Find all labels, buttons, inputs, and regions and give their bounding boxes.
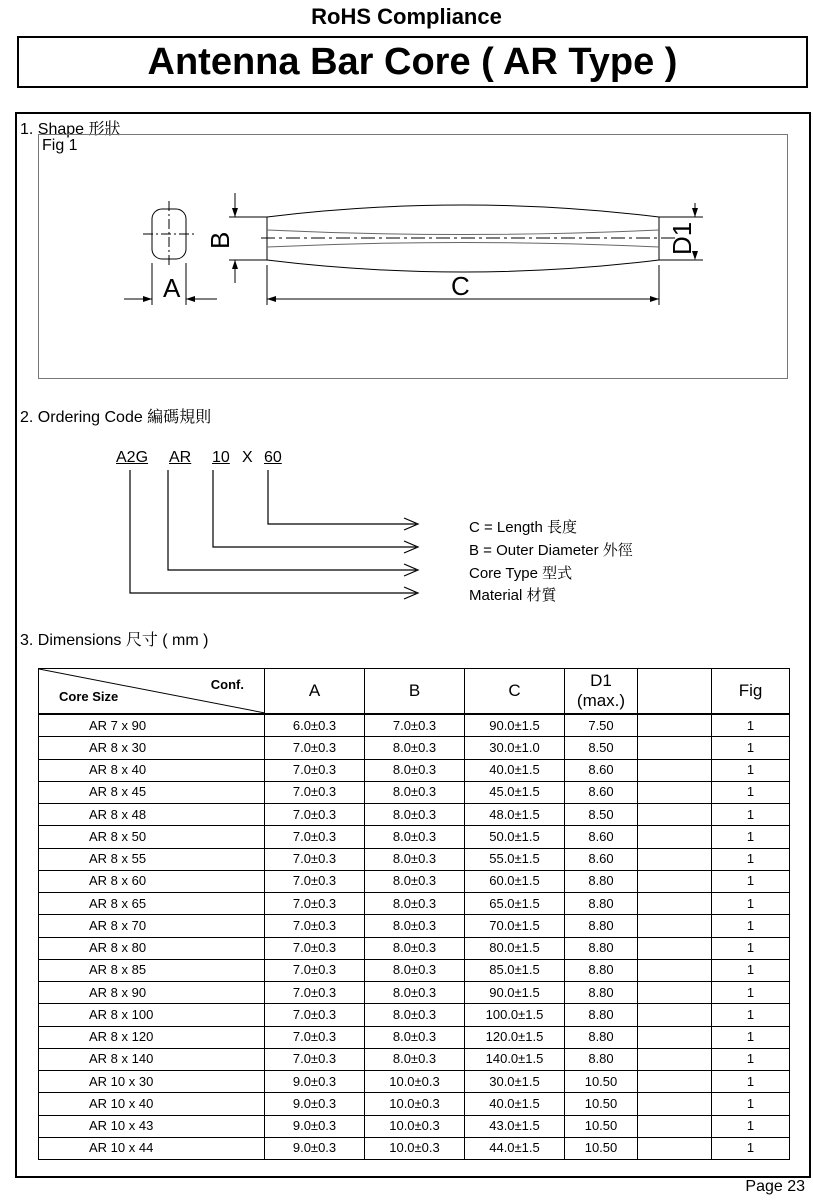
cell-fig: 1 [712,1115,790,1137]
cell-blank [638,848,712,870]
table-row [39,714,790,737]
legend-core-type: Core Type 型式 [469,565,573,582]
table-header-row [39,669,790,715]
table-body [39,714,790,1160]
table-row [39,1048,790,1070]
cell-dim-a: 7.0±0.3 [265,759,365,781]
cell-dim-b: 8.0±0.3 [365,759,465,781]
cell-fig: 1 [712,737,790,759]
cell-blank [638,804,712,826]
cell-fig: 1 [712,870,790,892]
cell-dim-b: 8.0±0.3 [365,870,465,892]
cell-dim-c: 70.0±1.5 [465,915,565,937]
page-title: Antenna Bar Core ( AR Type ) [17,36,808,88]
cell-core-size: AR 10 x 30 [39,1071,265,1093]
cell-dim-d1: 8.60 [565,848,638,870]
cell-dim-a: 7.0±0.3 [265,1048,365,1070]
cell-dim-a: 7.0±0.3 [265,781,365,803]
cell-dim-b: 8.0±0.3 [365,737,465,759]
table-row [39,804,790,826]
cell-dim-d1: 7.50 [565,714,638,737]
header-c: C [465,669,565,715]
dim-d1-label: D1 [667,221,697,255]
cell-dim-d1: 8.80 [565,959,638,981]
arrow-material [130,470,416,593]
legend-length: C = Length 長度 [469,519,577,536]
header-d1 [565,669,638,715]
table-row [39,1093,790,1115]
legend-material: Material 材質 [469,587,557,604]
code-length: 60 [264,449,282,466]
cell-core-size: AR 7 x 90 [39,714,265,737]
cell-fig: 1 [712,1071,790,1093]
section-dimensions-heading: 3. Dimensions 尺寸 ( mm ) [20,632,209,649]
cell-dim-d1: 10.50 [565,1115,638,1137]
section-shape-heading: 1. Shape 形狀 [20,121,121,138]
table-row [39,1004,790,1026]
table-row [39,848,790,870]
cell-core-size: AR 8 x 120 [39,1026,265,1048]
cell-dim-b: 8.0±0.3 [365,937,465,959]
cell-dim-b: 8.0±0.3 [365,848,465,870]
cell-dim-c: 60.0±1.5 [465,870,565,892]
cell-fig: 1 [712,893,790,915]
arrow-core-type [168,470,416,570]
cell-fig: 1 [712,781,790,803]
cell-fig: 1 [712,1048,790,1070]
cell-dim-c: 55.0±1.5 [465,848,565,870]
cell-dim-d1: 8.80 [565,1026,638,1048]
cell-blank [638,1048,712,1070]
dimensions-table [38,668,790,1160]
legend-outer-diameter: B = Outer Diameter 外徑 [469,542,633,559]
code-core-type: AR [169,449,192,466]
cell-dim-c: 100.0±1.5 [465,1004,565,1026]
cell-dim-d1: 8.80 [565,915,638,937]
dim-b-label: B [205,231,235,249]
page-number: Page 23 [745,1178,805,1195]
cell-core-size: AR 8 x 100 [39,1004,265,1026]
cell-dim-d1: 8.50 [565,737,638,759]
cell-fig: 1 [712,804,790,826]
cell-dim-b: 10.0±0.3 [365,1115,465,1137]
cell-dim-d1: 8.60 [565,826,638,848]
cell-blank [638,915,712,937]
corner-conf-label: Conf. [210,677,244,692]
cell-core-size: AR 8 x 40 [39,759,265,781]
cell-dim-a: 7.0±0.3 [265,826,365,848]
cell-core-size: AR 8 x 30 [39,737,265,759]
cell-dim-c: 30.0±1.5 [465,1071,565,1093]
cell-core-size: AR 8 x 90 [39,982,265,1004]
cell-fig: 1 [712,714,790,737]
header-d1-line2: (max.) [576,691,626,710]
cell-dim-a: 7.0±0.3 [265,937,365,959]
cell-dim-c: 90.0±1.5 [465,982,565,1004]
cell-core-size: AR 10 x 43 [39,1115,265,1137]
header-blank [638,669,712,715]
cell-dim-d1: 8.80 [565,1004,638,1026]
cell-dim-a: 9.0±0.3 [265,1115,365,1137]
cell-dim-b: 10.0±0.3 [365,1071,465,1093]
cell-core-size: AR 8 x 55 [39,848,265,870]
cell-fig: 1 [712,982,790,1004]
cell-blank [638,893,712,915]
section-ordering-heading: 2. Ordering Code 編碼規則 [20,409,212,426]
cell-dim-a: 9.0±0.3 [265,1093,365,1115]
table-row [39,959,790,981]
cell-dim-d1: 8.80 [565,1048,638,1070]
cell-blank [638,737,712,759]
cell-dim-a: 7.0±0.3 [265,848,365,870]
cell-blank [638,781,712,803]
cell-fig: 1 [712,759,790,781]
cell-dim-c: 80.0±1.5 [465,937,565,959]
arrow-diameter [213,470,416,547]
table-row [39,737,790,759]
cell-dim-a: 7.0±0.3 [265,915,365,937]
cell-dim-b: 10.0±0.3 [365,1093,465,1115]
cell-dim-a: 7.0±0.3 [265,893,365,915]
cell-dim-b: 10.0±0.3 [365,1137,465,1159]
cell-dim-a: 9.0±0.3 [265,1137,365,1159]
cell-dim-d1: 8.80 [565,870,638,892]
cell-dim-d1: 10.50 [565,1137,638,1159]
cell-dim-a: 7.0±0.3 [265,1026,365,1048]
table-row [39,1026,790,1048]
dim-a-label: A [163,273,181,303]
cell-dim-c: 90.0±1.5 [465,714,565,737]
cell-dim-a: 7.0±0.3 [265,959,365,981]
cell-blank [638,1004,712,1026]
dim-c-label: C [451,271,470,301]
cell-dim-b: 8.0±0.3 [365,1026,465,1048]
cell-dim-b: 8.0±0.3 [365,781,465,803]
cell-dim-d1: 8.80 [565,893,638,915]
cell-fig: 1 [712,937,790,959]
cell-fig: 1 [712,1137,790,1159]
cell-core-size: AR 8 x 60 [39,870,265,892]
cell-dim-a: 7.0±0.3 [265,1004,365,1026]
table-row [39,937,790,959]
cell-fig: 1 [712,915,790,937]
header-d1-line1: D1 [590,671,612,690]
cell-core-size: AR 10 x 44 [39,1137,265,1159]
cell-blank [638,959,712,981]
cell-fig: 1 [712,826,790,848]
cell-fig: 1 [712,848,790,870]
cell-core-size: AR 10 x 40 [39,1093,265,1115]
cell-dim-d1: 8.60 [565,759,638,781]
cell-blank [638,1093,712,1115]
cell-dim-a: 9.0±0.3 [265,1071,365,1093]
cell-dim-a: 7.0±0.3 [265,870,365,892]
header-fig: Fig [712,669,790,715]
cell-dim-c: 120.0±1.5 [465,1026,565,1048]
cell-dim-d1: 8.80 [565,982,638,1004]
cell-dim-b: 8.0±0.3 [365,1004,465,1026]
table-row [39,893,790,915]
code-diameter: 10 [212,449,230,466]
cell-dim-c: 48.0±1.5 [465,804,565,826]
cell-dim-d1: 8.80 [565,937,638,959]
corner-header-cell [39,669,265,715]
cell-core-size: AR 8 x 140 [39,1048,265,1070]
table-row [39,870,790,892]
cell-blank [638,759,712,781]
arrow-length [268,470,416,524]
figure-label: Fig 1 [42,137,78,154]
cell-dim-b: 8.0±0.3 [365,982,465,1004]
compliance-header: RoHS Compliance [311,4,502,29]
cell-dim-a: 7.0±0.3 [265,737,365,759]
table-row [39,982,790,1004]
table-row [39,1071,790,1093]
cell-dim-a: 7.0±0.3 [265,982,365,1004]
cell-core-size: AR 8 x 45 [39,781,265,803]
table-row [39,826,790,848]
cell-core-size: AR 8 x 80 [39,937,265,959]
cell-dim-c: 65.0±1.5 [465,893,565,915]
cell-fig: 1 [712,959,790,981]
cell-dim-b: 8.0±0.3 [365,826,465,848]
cell-core-size: AR 8 x 65 [39,893,265,915]
cell-dim-b: 8.0±0.3 [365,959,465,981]
code-material: A2G [116,449,149,466]
cell-dim-a: 7.0±0.3 [265,804,365,826]
table-row [39,1137,790,1159]
cell-dim-b: 8.0±0.3 [365,893,465,915]
cell-dim-c: 140.0±1.5 [465,1048,565,1070]
cell-dim-c: 44.0±1.5 [465,1137,565,1159]
cell-blank [638,1071,712,1093]
cell-blank [638,937,712,959]
cell-dim-b: 8.0±0.3 [365,915,465,937]
cell-fig: 1 [712,1004,790,1026]
table-row [39,781,790,803]
cell-dim-c: 50.0±1.5 [465,826,565,848]
cell-dim-d1: 8.50 [565,804,638,826]
cell-dim-d1: 10.50 [565,1071,638,1093]
cell-fig: 1 [712,1026,790,1048]
cell-dim-c: 40.0±1.5 [465,759,565,781]
cell-dim-d1: 10.50 [565,1093,638,1115]
cell-core-size: AR 8 x 70 [39,915,265,937]
cell-dim-c: 43.0±1.5 [465,1115,565,1137]
cell-dim-c: 85.0±1.5 [465,959,565,981]
cell-dim-c: 30.0±1.0 [465,737,565,759]
header-a: A [265,669,365,715]
code-separator: X [242,449,253,466]
cell-dim-b: 8.0±0.3 [365,804,465,826]
table-row [39,1115,790,1137]
corner-size-label: Core Size [59,689,119,704]
cell-blank [638,1137,712,1159]
cell-blank [638,714,712,737]
cell-blank [638,870,712,892]
cell-blank [638,826,712,848]
header-b: B [365,669,465,715]
cell-blank [638,1026,712,1048]
cell-core-size: AR 8 x 85 [39,959,265,981]
cell-fig: 1 [712,1093,790,1115]
cell-dim-b: 8.0±0.3 [365,1048,465,1070]
cell-core-size: AR 8 x 50 [39,826,265,848]
cell-blank [638,1115,712,1137]
cell-blank [638,982,712,1004]
cell-core-size: AR 8 x 48 [39,804,265,826]
cell-dim-d1: 8.60 [565,781,638,803]
cell-dim-c: 40.0±1.5 [465,1093,565,1115]
table-row [39,759,790,781]
cell-dim-b: 7.0±0.3 [365,714,465,737]
table-row [39,915,790,937]
cell-dim-a: 6.0±0.3 [265,714,365,737]
cell-dim-c: 45.0±1.5 [465,781,565,803]
